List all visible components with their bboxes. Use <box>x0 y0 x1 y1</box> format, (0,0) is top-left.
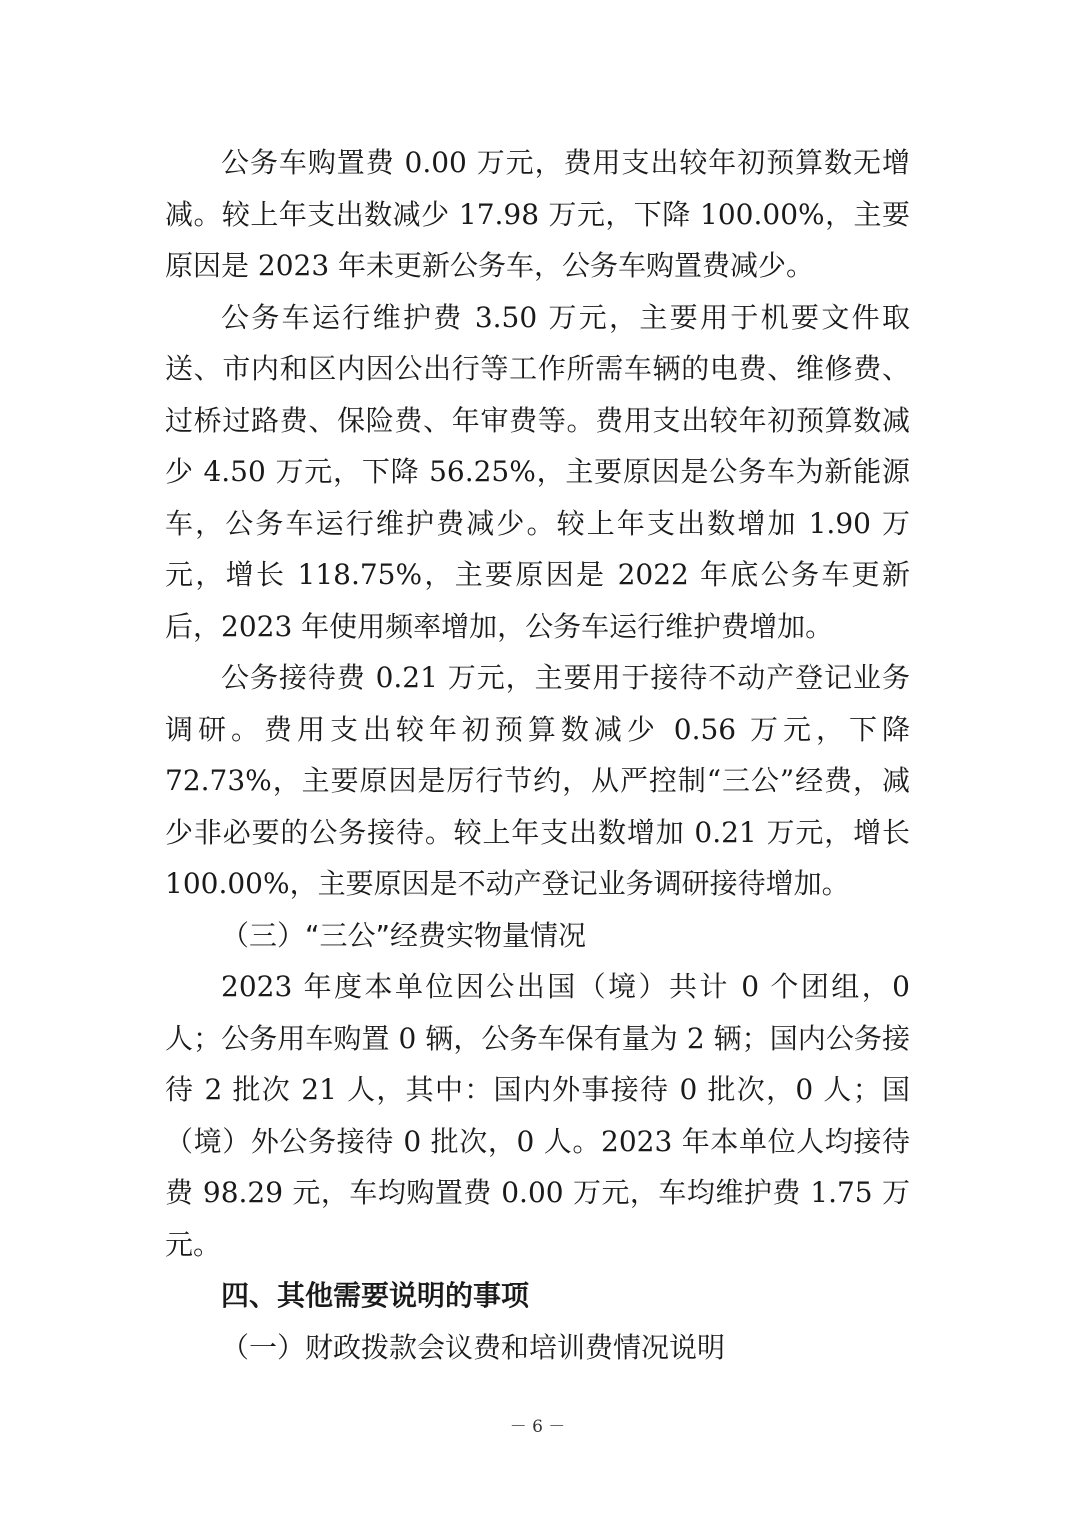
page-number: － 6 － <box>509 1417 566 1437</box>
subsection-heading-physical-quantity: （三）“三公”经费实物量情况 <box>221 918 587 952</box>
paragraph-reception-expense: 公务接待费 0.21 万元，主要用于接待不动产登记业务调研。费用支出较年初预算数减少 0.56 万元，下降 72.73%，主要原因是厉行节约，从严控制“三公”经费，减少非必要的公务接待。较上年支出数增加 0.21 万元，增长 100.00%，主要原因是不动产登记业务调研接待增加。 <box>165 661 910 900</box>
paragraph-vehicle-purchase: 公务车购置费 0.00 万元，费用支出较年初预算数无增减。较上年支出数减少 17.98 万元，下降 100.00%，主要原因是 2023 年未更新公务车，公务车购置费减少。 <box>165 146 910 282</box>
paragraph-vehicle-maintenance: 公务车运行维护费 3.50 万元，主要用于机要文件取送、市内和区内因公出行等工作所需车辆的电费、维修费、过桥过路费、保险费、年审费等。费用支出较年初预算数减少 4.50 万元，下降 56.25%，主要原因是公务车为新能源车，公务车运行维护费减少。较上年支出数增加 1.90 万元，增长 118.75%，主要原因是 2022 年底公务车更新后，2023 年使用频率增加，公务车运行维护费增加。 <box>165 300 910 643</box>
subsection-heading-meeting-training: （一）财政拨款会议费和培训费情况说明 <box>221 1330 726 1364</box>
section-heading-other-matters: 四、其他需要说明的事项 <box>221 1279 530 1312</box>
paragraph-physical-quantity: 2023 年度本单位因公出国（境）共计 0 个团组，0 人；公务用车购置 0 辆，公务车保有量为 2 辆；国内公务接待 2 批次 21 人，其中：国内外事接待 0 批次，0 人；国（境）外公务接待 0 批次，0 人。2023 年本单位人均接待费 98.29 元，车均购置费 0.00 万元，车均维护费 1.75 万元。 <box>165 970 910 1261</box>
document-body <box>165 137 910 1373</box>
